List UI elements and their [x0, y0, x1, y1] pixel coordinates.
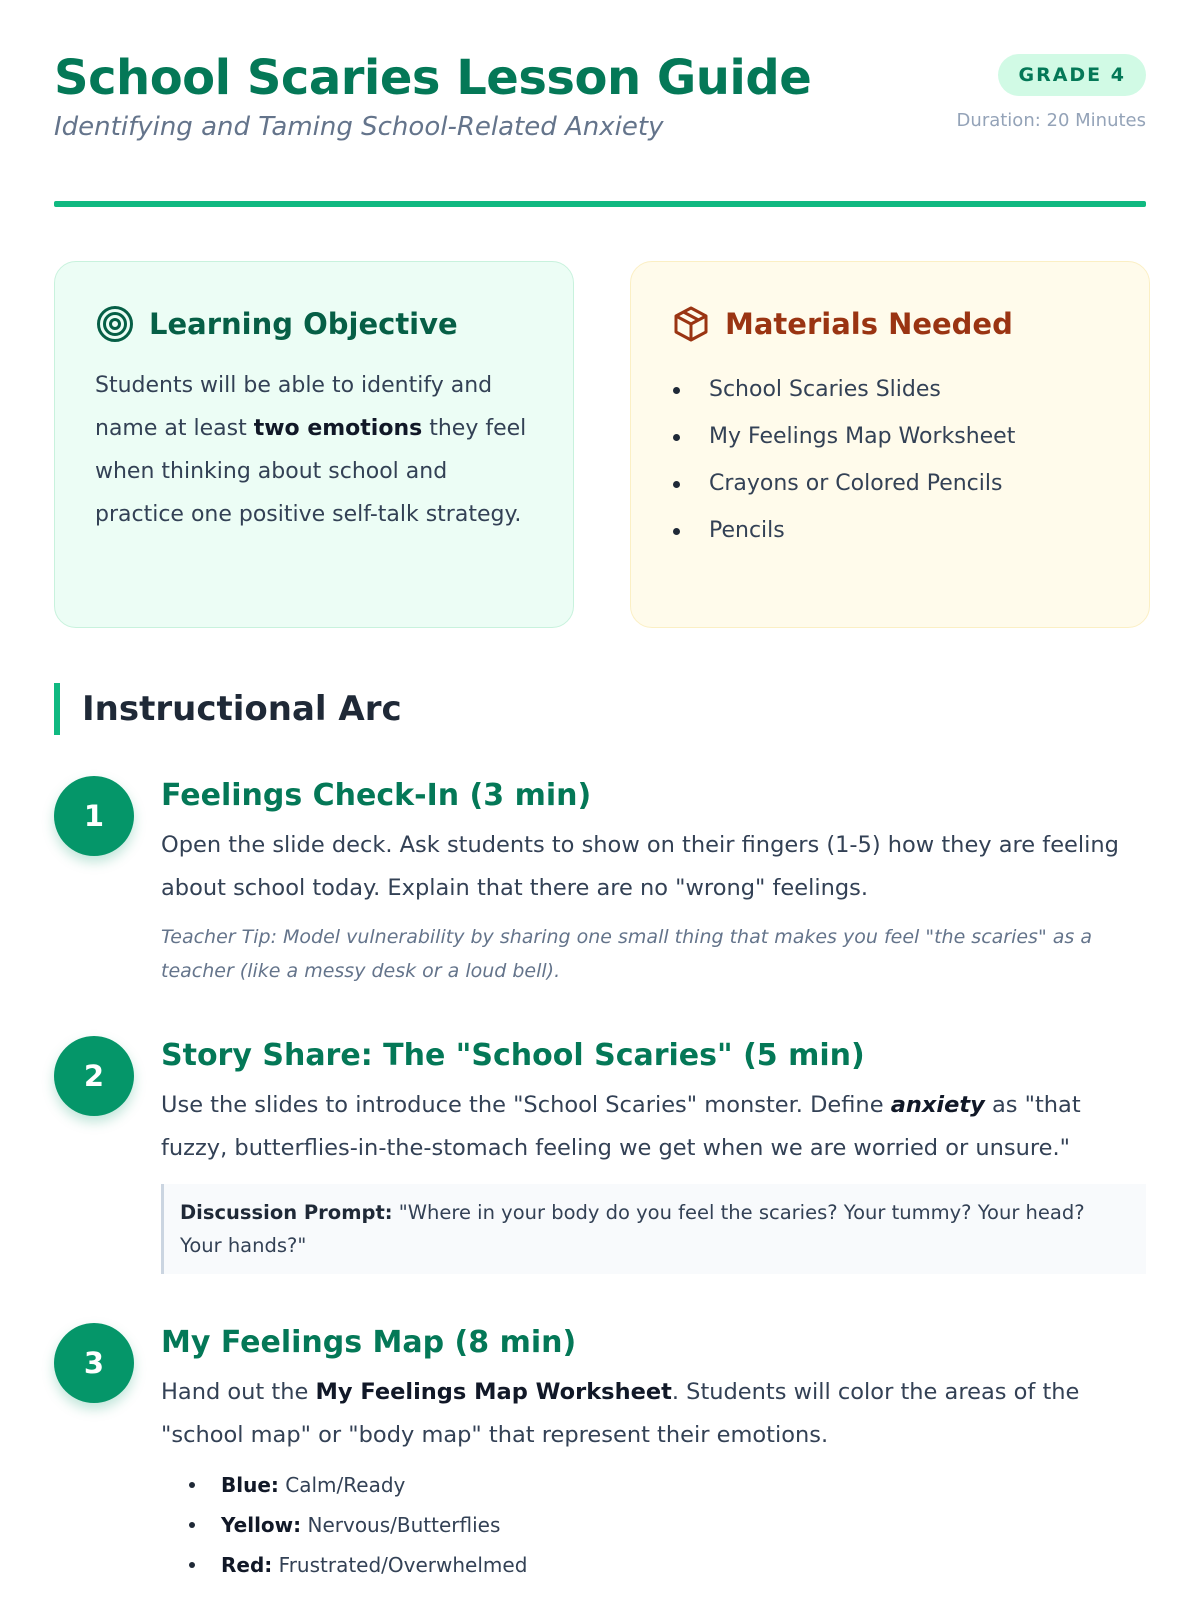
prompt-text: "Where in your body do you feel the scaries? Your tummy? Your head? Your hands?": [180, 1201, 1085, 1257]
materials-item: My Feelings Map Worksheet: [671, 413, 1109, 460]
grade-badge: GRADE 4: [998, 54, 1146, 96]
objective-text-part: they feel when thinking about school and practice one positive self-talk strategy.: [95, 416, 527, 527]
page-title: School Scaries Lesson Guide: [54, 50, 812, 106]
step-description: Open the slide deck. Ask students to show on their fingers (1-5) how they are feeling about school today. Explain that there are no "wrong" feelings.: [161, 832, 1119, 901]
header-divider: [54, 201, 1146, 207]
step-text-part: . Students will color the areas of the "school map" or "body map" that represent their emotions.: [161, 1379, 1080, 1448]
color-key-value: Nervous/Butterflies: [301, 1513, 501, 1537]
materials-list: [671, 366, 1109, 554]
color-key-item: [161, 1505, 1146, 1545]
step-title: My Feelings Map (8 min): [161, 1325, 577, 1360]
step-title: Story Share: The "School Scaries" (5 min): [161, 1038, 865, 1073]
color-key-value: Frustrated/Overwhelmed: [272, 1553, 528, 1577]
prompt-label: Discussion Prompt:: [180, 1201, 393, 1224]
learning-objective-header: [95, 304, 533, 344]
color-key-label: Yellow:: [221, 1513, 302, 1537]
color-key-label: Red:: [221, 1553, 273, 1577]
step-number-badge: 1: [54, 776, 134, 856]
step-number-badge: 2: [54, 1036, 134, 1116]
box-icon: [671, 304, 711, 344]
objective-text-part: Students will be able to identify and name at least: [95, 373, 493, 441]
lesson-meta: [957, 54, 1146, 131]
duration-label: Duration: 20 Minutes: [956, 110, 1146, 131]
lesson-header: [54, 50, 1146, 210]
objective-emphasis: two emotions: [253, 416, 423, 441]
materials-card: [630, 261, 1150, 628]
learning-objective-text: [95, 364, 533, 536]
step-body: [161, 1036, 1146, 1274]
discussion-prompt: [161, 1184, 1146, 1274]
teacher-tip: Teacher Tip: Model vulnerability by sharing one small thing that makes you feel "the scaries" as a teacher (like a messy desk or a loud bell).: [161, 926, 1092, 982]
step-title: Feelings Check-In (3 min): [161, 778, 592, 813]
instructional-arc-heading: [54, 683, 402, 735]
step-body: [161, 1323, 1146, 1585]
learning-objective-card: [54, 261, 574, 628]
color-key-label: Blue:: [221, 1473, 279, 1497]
step-text-part: as "that fuzzy, butterflies-in-the-stomach feeling we get when we are worried or unsure.": [161, 1092, 1081, 1161]
materials-item: Crayons or Colored Pencils: [671, 460, 1109, 507]
learning-objective-title: Learning Objective: [149, 307, 458, 341]
page-subtitle: Identifying and Taming School-Related Anxiety: [54, 111, 664, 142]
step-number-badge: 3: [54, 1323, 134, 1403]
step-body: [161, 776, 1146, 988]
color-key-item: [161, 1545, 1146, 1585]
color-key-value: Calm/Ready: [278, 1473, 406, 1497]
step-emphasis: My Feelings Map Worksheet: [315, 1379, 672, 1405]
materials-header: [671, 304, 1109, 344]
step-text-part: Use the slides to introduce the "School Scaries" monster. Define: [161, 1092, 891, 1118]
target-icon: [95, 304, 135, 344]
step-description: [161, 1371, 1146, 1457]
step-description: [161, 1084, 1146, 1170]
section-title: Instructional Arc: [82, 689, 402, 729]
color-key-item: [161, 1465, 1146, 1505]
step-emphasis: anxiety: [890, 1092, 985, 1118]
materials-item: Pencils: [671, 507, 1109, 554]
color-key-list: [161, 1465, 1146, 1585]
materials-title: Materials Needed: [725, 307, 1013, 341]
materials-item: School Scaries Slides: [671, 366, 1109, 413]
step-text-part: Hand out the: [161, 1379, 316, 1405]
